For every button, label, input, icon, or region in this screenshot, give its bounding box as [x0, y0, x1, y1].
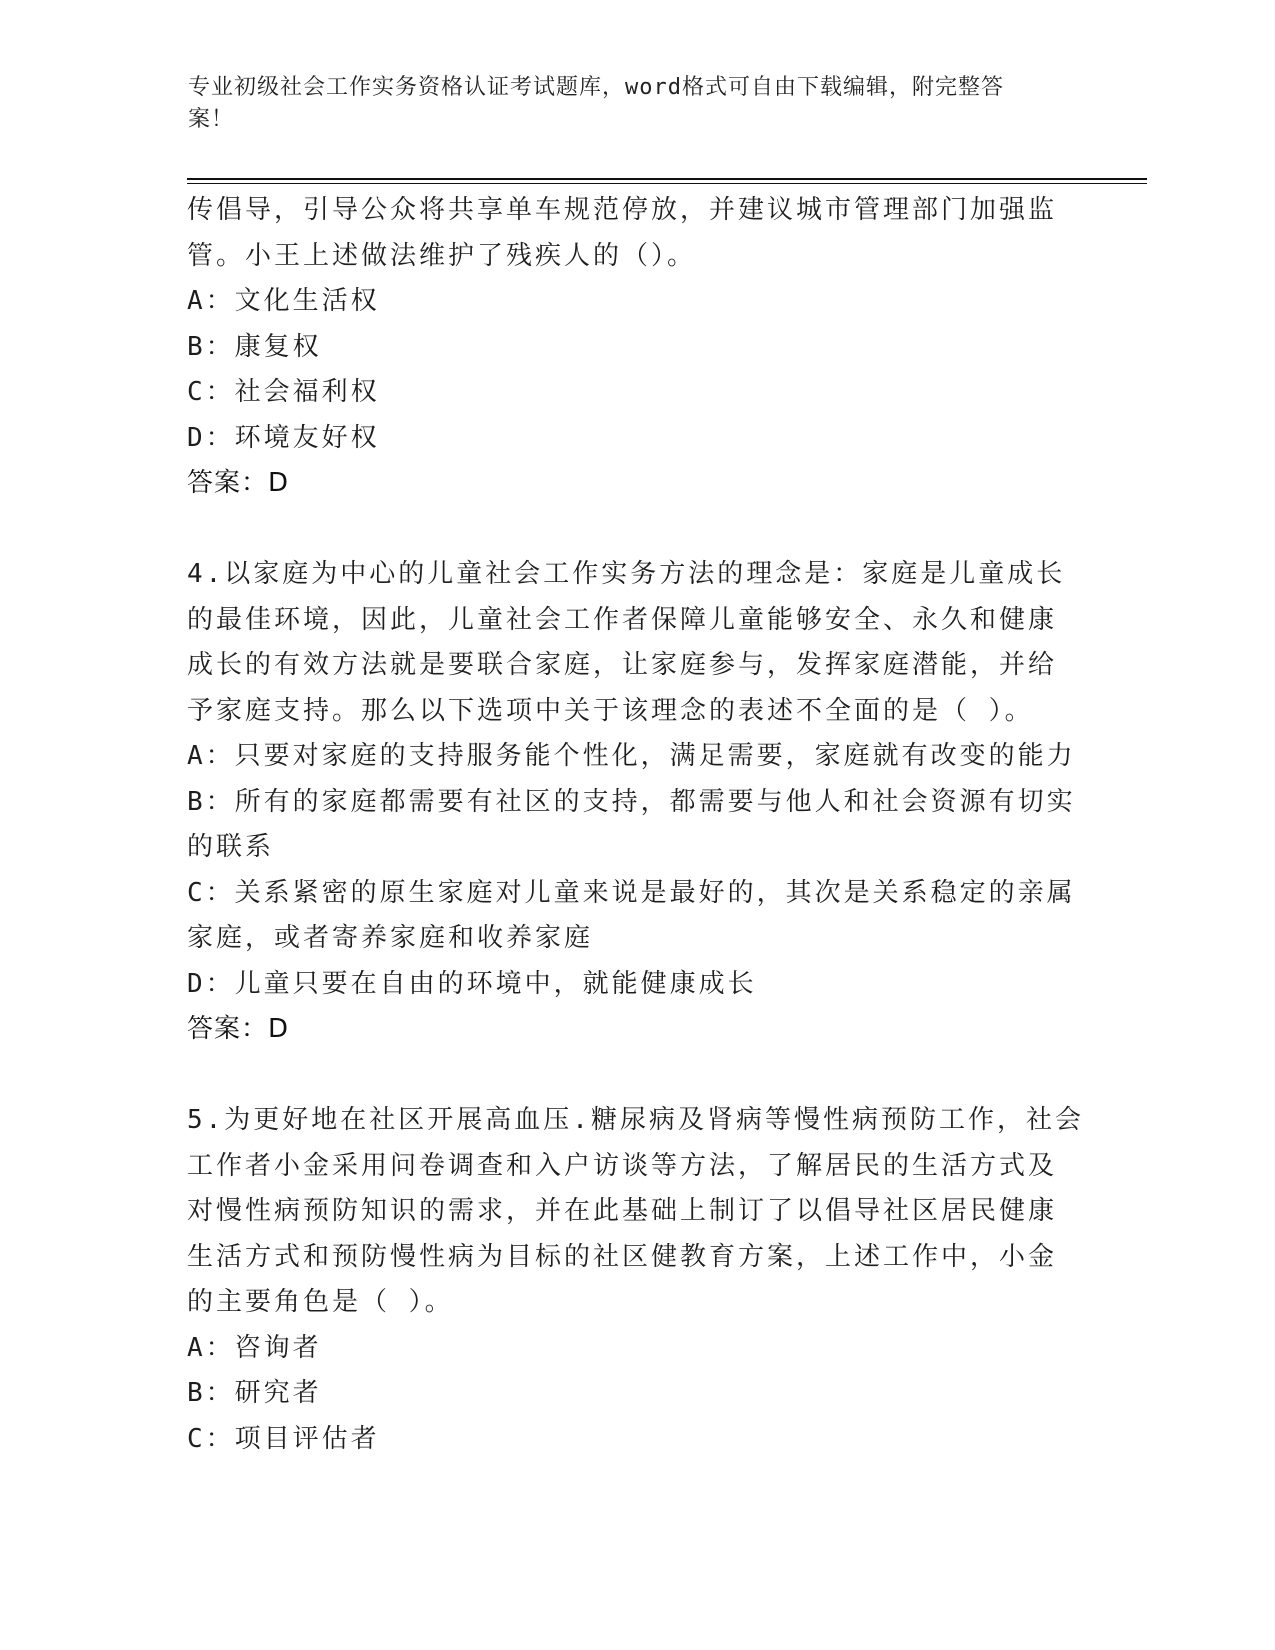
- question-spacer: [187, 1053, 1087, 1099]
- question-4-stem-line-3: 成长的有效方法就是要联合家庭，让家庭参与，发挥家庭潜能，并给: [187, 650, 1058, 680]
- question-4: [187, 552, 1087, 1053]
- question-4-stem-line-4: 予家庭支持。那么以下选项中关于该理念的表述不全面的是（ ）。: [187, 695, 1034, 726]
- question-4-answer: 答案：D: [187, 1014, 290, 1044]
- question-4-option-d: D：儿童只要在自由的环境中，就能健康成长: [187, 968, 757, 999]
- question-4-option-c-line-1: C：关系紧密的原生家庭对儿童来说是最好的，其次是关系稳定的亲属: [187, 877, 1076, 908]
- page-header: [188, 72, 1068, 136]
- question-3-option-d: D：环境友好权: [187, 422, 380, 453]
- question-3: [187, 188, 1087, 507]
- header-divider-top: [187, 178, 1147, 180]
- question-4-option-b-line-2: 的联系: [187, 832, 275, 862]
- question-5-option-b: B：研究者: [187, 1378, 322, 1408]
- question-4-stem-line-2: 的最佳环境，因此，儿童社会工作者保障儿童能够安全、永久和健康: [187, 604, 1058, 635]
- header-title-line-2: 案！: [188, 107, 235, 132]
- question-3-stem-line-2: 管。小王上述做法维护了残疾人的（）。: [187, 240, 697, 271]
- question-4-option-c-line-2: 家庭，或者寄养家庭和收养家庭: [187, 923, 594, 953]
- question-3-option-b: B：康复权: [187, 331, 322, 362]
- question-4-option-b-line-1: B：所有的家庭都需要有社区的支持，都需要与他人和社会资源有切实: [187, 786, 1076, 817]
- question-3-answer: 答案：D: [187, 468, 290, 498]
- question-5-option-c: C：项目评估者: [187, 1423, 380, 1454]
- question-5-option-a: A：咨询者: [187, 1332, 322, 1363]
- question-spacer: [187, 507, 1087, 553]
- header-divider-bottom: [187, 183, 1147, 184]
- question-5-stem-line-4: 生活方式和预防慢性病为目标的社区健教育方案，上述工作中，小金: [187, 1241, 1058, 1272]
- question-3-option-a: A：文化生活权: [187, 286, 380, 316]
- question-4-stem-line-1: 4.以家庭为中心的儿童社会工作实务方法的理念是：家庭是儿童成长: [187, 559, 1066, 589]
- question-4-option-a: A：只要对家庭的支持服务能个性化，满足需要，家庭就有改变的能力: [187, 741, 1076, 771]
- question-5-stem-line-5: 的主要角色是（ ）。: [187, 1287, 454, 1317]
- question-5-stem-line-3: 对慢性病预防知识的需求，并在此基础上制订了以倡导社区居民健康: [187, 1196, 1058, 1226]
- question-list: [187, 188, 1087, 1462]
- question-5: [187, 1098, 1087, 1462]
- question-3-stem-line-1: 传倡导，引导公众将共享单车规范停放，并建议城市管理部门加强监: [187, 195, 1058, 225]
- question-3-option-c: C：社会福利权: [187, 377, 380, 407]
- question-5-stem-line-2: 工作者小金采用问卷调查和入户访谈等方法，了解居民的生活方式及: [187, 1150, 1058, 1181]
- question-5-stem-line-1: 5.为更好地在社区开展高血压.糖尿病及肾病等慢性病预防工作，社会: [187, 1105, 1084, 1135]
- header-title-line-1: 专业初级社会工作实务资格认证考试题库，word格式可自由下载编辑，附完整答: [188, 75, 1004, 100]
